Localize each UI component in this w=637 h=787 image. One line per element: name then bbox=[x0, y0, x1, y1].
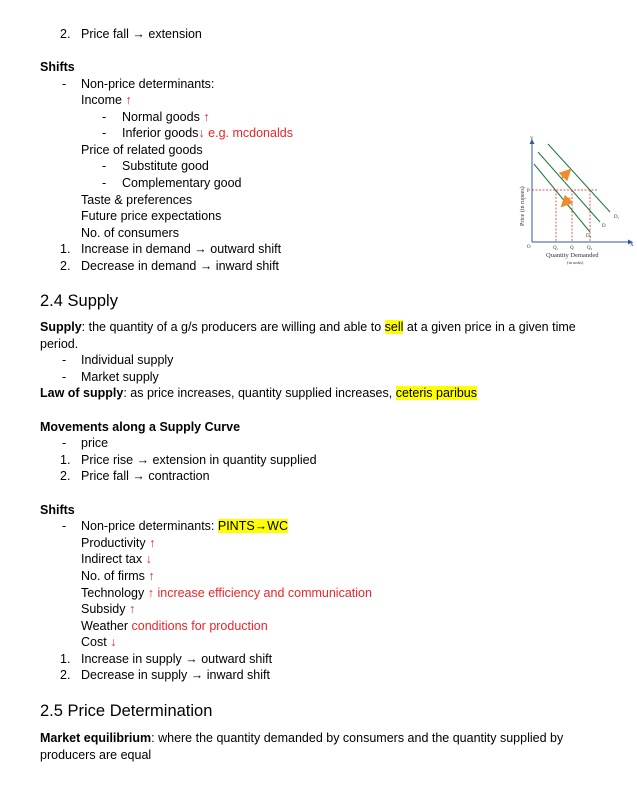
list-item: Price fall → extension bbox=[81, 27, 202, 41]
law-text: : as price increases, quantity supplied increases, bbox=[123, 386, 396, 400]
technology-label: Technology bbox=[81, 586, 145, 600]
indirect-tax-label: Indirect tax bbox=[81, 552, 143, 566]
curve-label-d1: D₁ bbox=[614, 215, 620, 220]
consumers-label: No. of consumers bbox=[81, 226, 179, 240]
highlight-pints-wc: PINTS→WC bbox=[217, 519, 289, 533]
list-item bbox=[81, 569, 155, 584]
list-item bbox=[122, 110, 210, 125]
list-number: 1. bbox=[60, 242, 71, 256]
up-arrow-icon: ↑ bbox=[149, 536, 156, 550]
bullet-dash: - bbox=[62, 370, 67, 384]
list-item: Price fall → contraction bbox=[81, 469, 210, 483]
up-arrow-icon: ↑ bbox=[203, 110, 210, 124]
down-arrow-icon: ↓ bbox=[110, 635, 117, 649]
demand-shift-diagram bbox=[510, 134, 635, 270]
supply-definition bbox=[40, 319, 600, 353]
supply-term: Supply bbox=[40, 320, 82, 334]
law-of-supply bbox=[40, 386, 477, 401]
list-item bbox=[81, 552, 152, 567]
substitute-good-label: Substitute good bbox=[122, 159, 209, 173]
npd-text: Non-price determinants: bbox=[81, 519, 218, 533]
up-arrow-icon: ↑ bbox=[125, 93, 132, 107]
subsidy-label: Subsidy bbox=[81, 602, 126, 616]
tick-label-q2: Q₂ bbox=[587, 246, 593, 251]
list-item bbox=[81, 602, 135, 617]
bullet-dash: - bbox=[102, 159, 107, 173]
x-axis-sublabel: (in units) bbox=[567, 260, 584, 265]
demand-curve-d bbox=[538, 152, 600, 222]
definition-text: : the quantity of a g/s producers are willing and able to bbox=[81, 320, 385, 334]
list-item: Increase in demand → outward shift bbox=[81, 242, 282, 256]
weather-label: Weather bbox=[81, 619, 129, 633]
price-label: P bbox=[527, 189, 530, 194]
list-number: 2. bbox=[60, 259, 71, 273]
up-arrow-icon: ↑ bbox=[128, 602, 136, 616]
highlight-ceteris-paribus: ceteris paribus bbox=[395, 386, 478, 400]
list-number: 2. bbox=[60, 469, 71, 483]
taste-label: Taste & preferences bbox=[81, 193, 193, 207]
section-title-supply: 2.4 Supply bbox=[40, 292, 118, 310]
law-term: Law of supply bbox=[40, 386, 124, 400]
down-arrow-icon: ↓ bbox=[145, 552, 152, 566]
complementary-good-label: Complementary good bbox=[122, 176, 242, 190]
firms-label: No. of firms bbox=[81, 569, 145, 583]
bullet-dash: - bbox=[102, 126, 107, 140]
x-axis-letter: X bbox=[630, 243, 634, 248]
equilibrium-term: Market equilibrium bbox=[40, 731, 152, 745]
market-equilibrium-definition bbox=[40, 730, 600, 764]
section-title-price-determination: 2.5 Price Determination bbox=[40, 702, 213, 720]
bullet-dash: - bbox=[102, 176, 107, 190]
future-expectations-label: Future price expectations bbox=[81, 209, 222, 223]
tick-label-q1: Q₁ bbox=[553, 246, 559, 251]
y-axis-label: Price (in rupees) bbox=[520, 186, 526, 226]
list-number: 1. bbox=[60, 453, 71, 467]
list-number: 2. bbox=[60, 668, 71, 682]
normal-goods-label: Normal goods bbox=[122, 110, 200, 124]
inferior-goods-label: Inferior goods bbox=[122, 126, 199, 140]
individual-supply-label: Individual supply bbox=[81, 353, 174, 367]
down-arrow-icon: ↓ bbox=[198, 126, 205, 140]
definition-text: at a given price in a given time period. bbox=[40, 320, 576, 351]
up-arrow-icon: ↑ bbox=[147, 586, 154, 600]
technology-note: increase efficiency and communication bbox=[157, 586, 372, 600]
market-supply-label: Market supply bbox=[81, 370, 159, 384]
weather-note: conditions for production bbox=[131, 619, 268, 633]
list-item bbox=[122, 126, 293, 141]
list-item: Increase in supply → outward shift bbox=[81, 652, 273, 666]
income-label: Income bbox=[81, 93, 122, 107]
inferior-note: e.g. mcdonalds bbox=[208, 126, 293, 140]
bullet-dash: - bbox=[102, 110, 107, 124]
curve-label-d2: D₂ bbox=[586, 234, 592, 239]
related-goods-label: Price of related goods bbox=[81, 143, 203, 157]
non-price-determinants-label bbox=[81, 519, 288, 534]
up-arrow-icon: ↑ bbox=[148, 569, 155, 583]
list-item bbox=[81, 635, 116, 650]
list-item bbox=[81, 586, 372, 601]
bullet-dash: - bbox=[62, 353, 67, 367]
origin-label: O bbox=[527, 245, 531, 250]
supply-shifts-heading: Shifts bbox=[40, 503, 75, 517]
list-item bbox=[81, 93, 132, 108]
tick-label-q: Q bbox=[570, 246, 574, 251]
movement-price-label: price bbox=[81, 436, 109, 450]
bullet-dash: - bbox=[62, 436, 67, 450]
highlight-sell: sell bbox=[384, 320, 404, 334]
demand-shifts-heading: Shifts bbox=[40, 60, 75, 74]
list-item bbox=[81, 619, 268, 634]
curve-label-d: D bbox=[602, 224, 606, 229]
list-item: Decrease in demand → inward shift bbox=[81, 259, 280, 273]
bullet-dash: - bbox=[62, 519, 67, 533]
demand-curve-d1 bbox=[548, 144, 610, 212]
non-price-determinants-label: Non-price determinants: bbox=[81, 77, 215, 91]
movements-heading: Movements along a Supply Curve bbox=[40, 420, 241, 434]
x-axis-label: Quantity Demanded bbox=[546, 252, 599, 259]
list-number: 2. bbox=[60, 27, 71, 41]
list-item: Price rise → extension in quantity supplied bbox=[81, 453, 317, 467]
list-number: 1. bbox=[60, 652, 71, 666]
list-item: Decrease in supply → inward shift bbox=[81, 668, 270, 682]
y-axis-letter: Y bbox=[530, 137, 534, 142]
bullet-dash: - bbox=[62, 77, 67, 91]
shift-out-arrow-icon bbox=[562, 170, 570, 178]
productivity-label: Productivity bbox=[81, 536, 146, 550]
equilibrium-text: : where the quantity demanded by consumers and the quantity supplied by producers are equal bbox=[40, 731, 564, 762]
demand-curve-d2 bbox=[534, 164, 590, 232]
list-item bbox=[81, 536, 155, 551]
cost-label: Cost bbox=[81, 635, 107, 649]
